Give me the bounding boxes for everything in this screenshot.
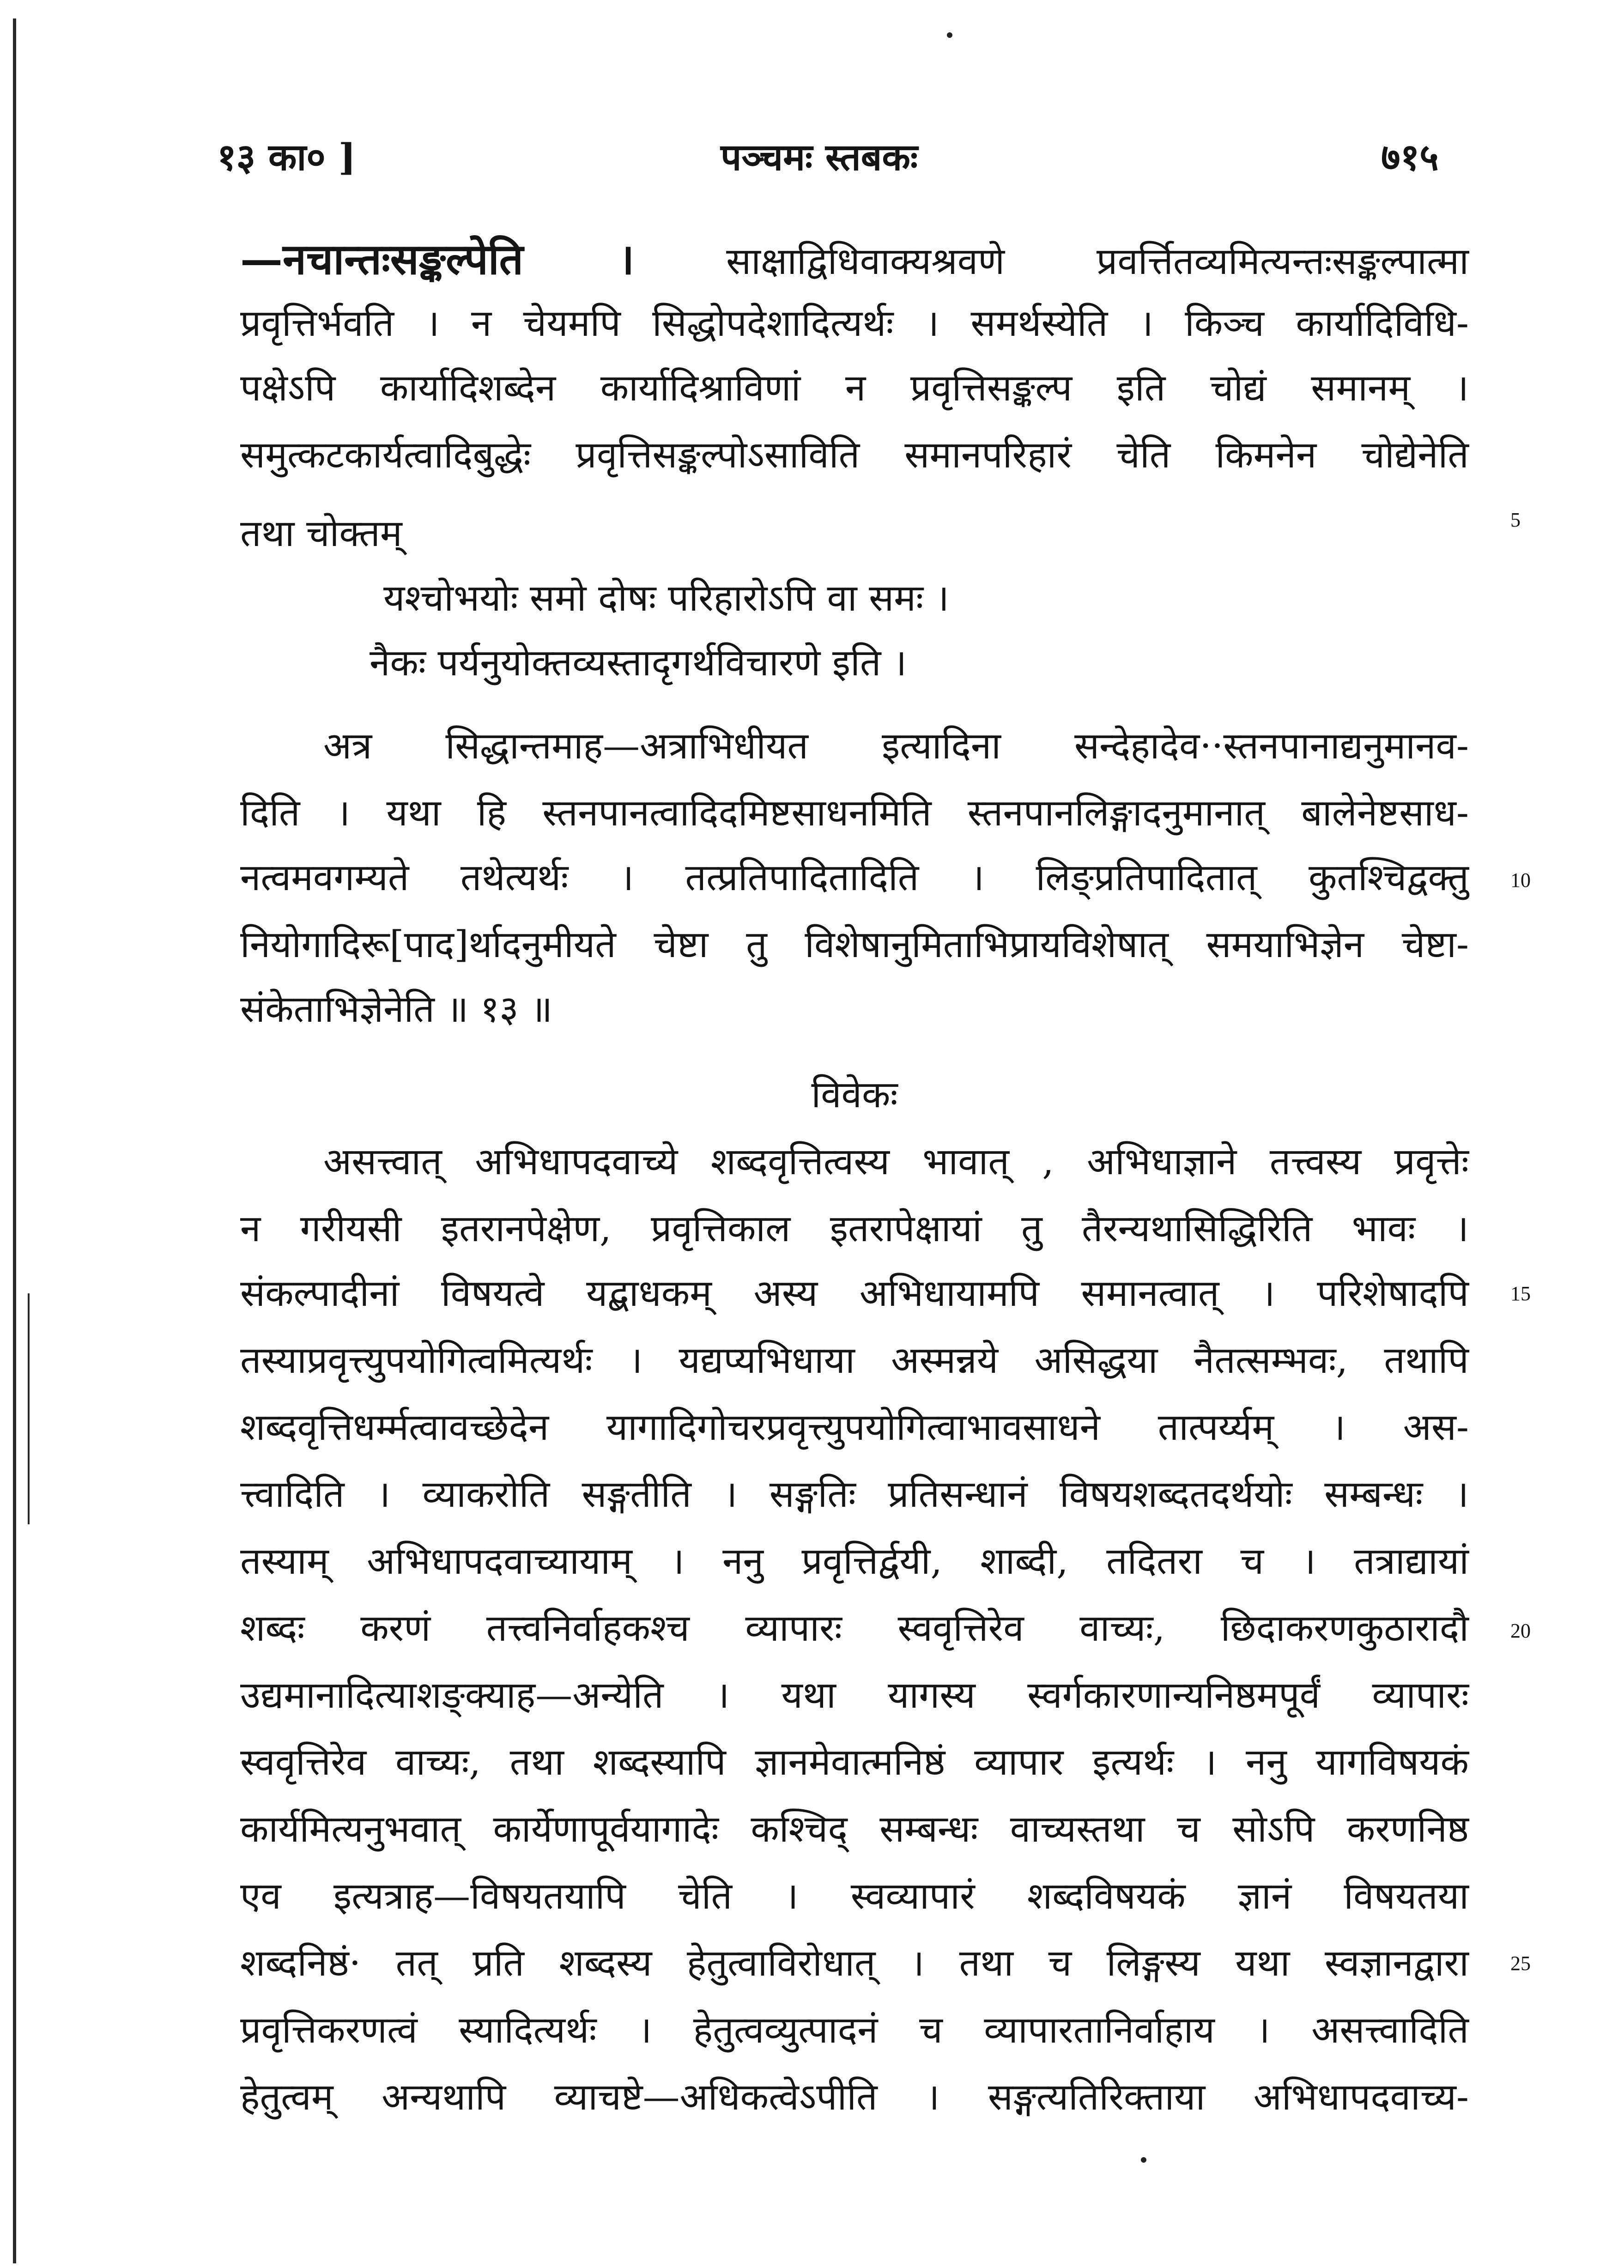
left-margin-rule [13, 18, 16, 2263]
text-line: न गरीयसी इतरानपेक्षेण, प्रवृत्तिकाल इतरापेक्षायां तु तैरन्यथासिद्धिरिति भावः । [240, 1207, 1469, 1250]
text-line: प्रवृत्तिकरणत्वं स्यादित्यर्थः । हेतुत्वव्युत्पादनं च व्यापारतानिर्वाहाय । असत्त्वादिति [240, 2008, 1469, 2051]
speck [947, 32, 952, 38]
text-line: एव इत्यत्राह—विषयतयापि चेति । स्वव्यापारं शब्दविषयकं ज्ञानं विषयतया [240, 1874, 1469, 1917]
text-line: शब्दनिष्ठं· तत् प्रति शब्दस्य हेतुत्वाविरोधात् । तथा च लिङ्गस्य यथा स्वज्ञानद्वारा [240, 1941, 1469, 1984]
text-line: समुत्कटकार्यत्वादिबुद्धेः प्रवृत्तिसङ्कल्पोऽसाविति समानपरिहारं चेति किमनेन चोद्येनेति [240, 433, 1469, 476]
text-line: कार्यमित्यनुभवात् कार्येणापूर्वयागादेः कश्चिद् सम्बन्धः वाच्यस्तथा च सोऽपि करणनिष्ठ [240, 1807, 1469, 1850]
text-line: तथा चोक्तम् [240, 512, 402, 555]
text-line: शब्दवृत्तिधर्म्मत्वावच्छेदेन यागादिगोचरप्रवृत्त्युपयोगित्वाभावसाधने तात्पर्य्यम् । अस- [240, 1406, 1469, 1449]
text-line: अत्र सिद्धान्तमाह—अत्राभिधीयत इत्यादिना सन्देहादेव··स्तनपानाद्यनुमानव- [323, 724, 1469, 767]
text-line: उद्यमानादित्याशङ्क्याह—अन्येति । यथा यागस्य स्वर्गकारणान्यनिष्ठमपूर्वं व्यापारः [240, 1674, 1469, 1716]
header-center: पञ्चमः स्तबकः [721, 135, 918, 179]
text-line: त्त्वादिति । व्याकरोति सङ्गतीति । सङ्गतिः प्रतिसन्धानं विषयशब्दतदर्थयोः सम्बन्धः । [240, 1473, 1469, 1516]
text-line: संकल्पादीनां विषयत्वे यद्बाधकम् अस्य अभिधायामपि समानत्वात् । परिशेषादपि [240, 1272, 1469, 1315]
text-line: दिति । यथा हि स्तनपानत्वादिदमिष्टसाधनमिति स्तनपानलिङ्गादनुमानात् बालेनेष्टसाध- [240, 791, 1469, 834]
text-line: पक्षेऽपि कार्यादिशब्देन कार्यादिश्राविणां न प्रवृत्तिसङ्कल्प इति चोद्यं समानम् । [240, 366, 1469, 409]
line-text: साक्षाद्विधिवाक्यश्रवणे प्रवर्त्तितव्यमित्यन्तःसङ्कल्पात्मा [634, 240, 1469, 283]
speck [1141, 2157, 1146, 2163]
text-line: प्रवृत्तिर्भवति । न चेयमपि सिद्धोपदेशादित्यर्थः । समर्थस्येति । किञ्च कार्यादिविधि- [240, 302, 1469, 345]
text-line: संकेताभिज्ञेनेति ॥ १३ ॥ [240, 988, 553, 1031]
text-line [240, 234, 1469, 284]
verse-line: नैकः पर्यनुयोक्तव्यस्तादृगर्थविचारणे इति । [370, 641, 907, 684]
line-number: 25 [1510, 1952, 1531, 1975]
bold-lemma: —नचान्तःसङ्कल्पेति । [240, 234, 635, 284]
text-line: नत्वमवगम्यते तथेत्यर्थः । तत्प्रतिपादितादिति । लिङ्प्रतिपादितात् कुतश्चिद्वक्तु [240, 856, 1469, 899]
section-title: विवेकः [811, 1073, 898, 1116]
header-left: १३ का० ] [217, 135, 356, 179]
line-number: 5 [1510, 509, 1521, 531]
text-line: तस्याम् अभिधापदवाच्यायाम् । ननु प्रवृत्तिर्द्वयी, शाब्दी, तदितरा च । तत्राद्यायां [240, 1540, 1469, 1583]
text-line: तस्याप्रवृत्त्युपयोगित्वमित्यर्थः । यद्यप्यभिधाया अस्मन्नये असिद्धया नैतत्सम्भवः, तथापि [240, 1339, 1469, 1382]
text-line: शब्दः करणं तत्त्वनिर्वाहकश्च व्यापारः स्ववृत्तिरेव वाच्यः, छिदाकरणकुठारादौ [240, 1607, 1469, 1649]
line-number: 10 [1510, 869, 1531, 891]
verse-line: यश्चोभयोः समो दोषः परिहारोऽपि वा समः । [383, 576, 949, 619]
text-line: असत्त्वात् अभिधापदवाच्ये शब्दवृत्तित्वस्य भावात् , अभिधाज्ञाने तत्त्वस्य प्रवृत्तेः [323, 1140, 1469, 1183]
left-margin-rule-2 [28, 1293, 30, 1524]
line-number: 15 [1510, 1282, 1531, 1305]
header-right: ७१५ [1381, 135, 1439, 179]
text-line: हेतुत्वम् अन्यथापि व्याचष्टे—अधिकत्वेऽपीति । सङ्गत्यतिरिक्ताया अभिधापदवाच्य- [240, 2075, 1469, 2118]
line-number: 20 [1510, 1619, 1531, 1642]
text-line: नियोगादिरू[पाद]र्थादनुमीयते चेष्टा तु विशेषानुमिताभिप्रायविशेषात् समयाभिज्ञेन चेष्टा- [240, 923, 1469, 966]
text-line: स्ववृत्तिरेव वाच्यः, तथा शब्दस्यापि ज्ञानमेवात्मनिष्ठं व्यापार इत्यर्थः । ननु यागविषयकं [240, 1740, 1469, 1783]
